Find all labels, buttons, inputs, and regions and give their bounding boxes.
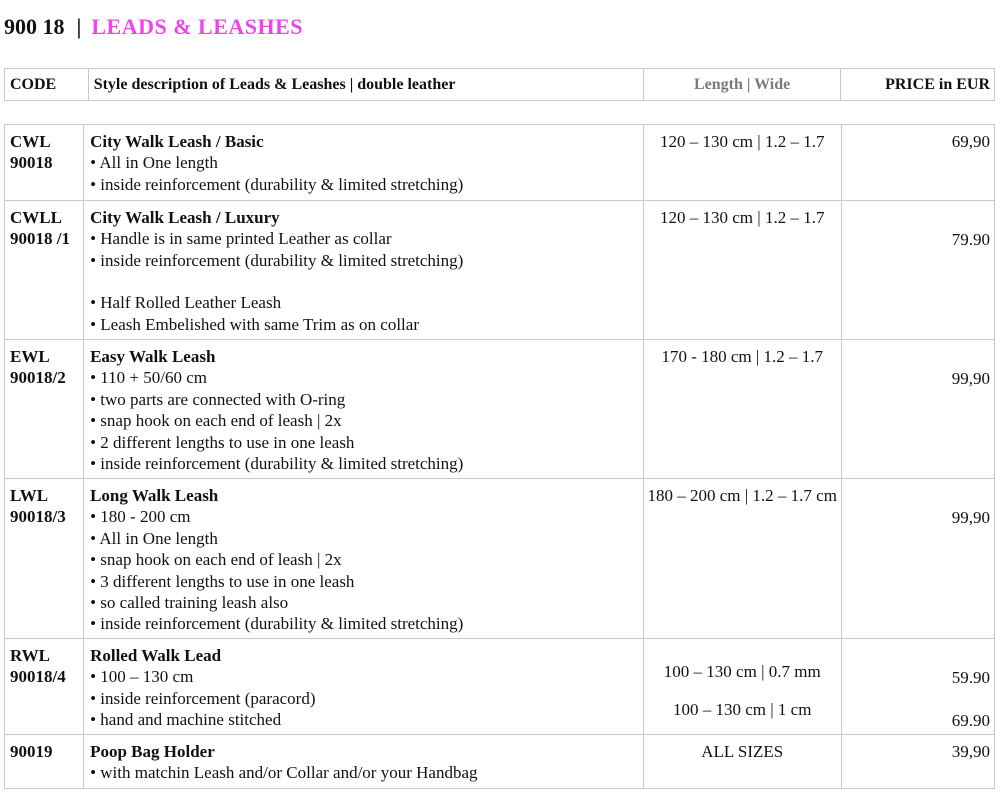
product-length: 120 – 130 cm | 1.2 – 1.7 <box>643 201 841 340</box>
product-title: City Walk Leash / Luxury <box>90 208 280 227</box>
feature-line: • so called training leash also <box>90 593 289 613</box>
column-header-table <box>4 68 995 101</box>
feature-line: • inside reinforcement (durability & limited stretching) <box>90 174 464 194</box>
product-length: 170 - 180 cm | 1.2 – 1.7 <box>643 340 841 479</box>
product-length: ALL SIZES <box>643 735 841 789</box>
feature-line: • 180 - 200 cm <box>90 507 191 527</box>
feature-line: • snap hook on each end of leash | 2x <box>90 411 342 431</box>
product-price: 79.90 <box>841 201 994 340</box>
code-line: 90019 <box>10 742 53 761</box>
product-price: 39,90 <box>841 735 994 789</box>
product-title: Rolled Walk Lead <box>90 646 222 665</box>
product-description <box>84 125 644 201</box>
code-line: RWL <box>10 646 51 665</box>
feature-line: • snap hook on each end of leash | 2x <box>90 550 342 570</box>
code-line: 90018/4 <box>10 667 66 687</box>
table-row <box>5 201 995 340</box>
feature-line: • Leash Embelished with same Trim as on collar <box>90 314 419 334</box>
product-length <box>643 639 841 735</box>
feature-line: • 3 different lengths to use in one leash <box>90 571 355 591</box>
header-code: CODE <box>5 69 89 101</box>
catalog-number: 900 18 <box>4 14 65 39</box>
product-title: Easy Walk Leash <box>90 347 216 366</box>
product-title: Poop Bag Holder <box>90 742 215 761</box>
feature-line: • hand and machine stitched <box>90 710 282 730</box>
feature-line: • All in One length <box>90 528 218 548</box>
header-length: Length | Wide <box>644 69 841 101</box>
feature-line: • Half Rolled Leather Leash <box>90 293 282 313</box>
code-line: 90018 /1 <box>10 229 70 249</box>
product-price: 99,90 <box>841 479 994 639</box>
product-title: City Walk Leash / Basic <box>90 132 264 151</box>
feature-line: • inside reinforcement (paracord) <box>90 688 316 708</box>
code-line: 90018/2 <box>10 368 66 388</box>
code-line: LWL <box>10 486 49 505</box>
code-line: 90018 <box>10 153 53 173</box>
header-price: PRICE in EUR <box>840 69 994 101</box>
product-description <box>84 735 644 789</box>
product-length: 120 – 130 cm | 1.2 – 1.7 <box>643 125 841 201</box>
price-option: 59.90 <box>951 668 990 687</box>
code-line: CWLL <box>10 208 62 227</box>
product-price: 99,90 <box>841 340 994 479</box>
product-title: Long Walk Leash <box>90 486 219 505</box>
feature-line: • 2 different lengths to use in one leash <box>90 432 355 452</box>
code-line: CWL <box>10 132 51 151</box>
product-table <box>4 124 995 789</box>
column-header-row <box>5 69 995 101</box>
product-code <box>5 125 84 201</box>
product-description <box>84 201 644 340</box>
product-length: 180 – 200 cm | 1.2 – 1.7 cm <box>643 479 841 639</box>
table-row <box>5 639 995 735</box>
table-row <box>5 735 995 789</box>
code-line: 90018/3 <box>10 507 66 527</box>
code-line: EWL <box>10 347 50 366</box>
product-code <box>5 639 84 735</box>
product-description <box>84 639 644 735</box>
spacer <box>90 271 643 292</box>
feature-line: • two parts are connected with O-ring <box>90 389 346 409</box>
feature-line: • inside reinforcement (durability & limited stretching) <box>90 250 464 270</box>
product-code <box>5 340 84 479</box>
length-option: 100 – 130 cm | 0.7 mm <box>663 662 821 681</box>
feature-line: • with matchin Leash and/or Collar and/or your Handbag <box>90 763 478 783</box>
feature-line: • inside reinforcement (durability & limited stretching) <box>90 614 464 634</box>
feature-line: • 110 + 50/60 cm <box>90 368 207 388</box>
feature-line: • Handle is in same printed Leather as collar <box>90 229 392 249</box>
header-description: Style description of Leads & Leashes | double leather <box>88 69 644 101</box>
product-code <box>5 479 84 639</box>
product-price: 69,90 <box>841 125 994 201</box>
product-description <box>84 340 644 479</box>
category-name: LEADS & LEASHES <box>91 14 304 39</box>
table-row <box>5 125 995 201</box>
product-code <box>5 201 84 340</box>
page-title <box>4 14 303 40</box>
table-row <box>5 479 995 639</box>
feature-line: • inside reinforcement (durability & limited stretching) <box>90 454 464 474</box>
title-separator: | <box>76 14 82 39</box>
product-price <box>841 639 994 735</box>
feature-line: • All in One length <box>90 153 218 173</box>
length-option: 100 – 130 cm | 1 cm <box>673 700 812 720</box>
product-code <box>5 735 84 789</box>
table-row <box>5 340 995 479</box>
price-option: 69.90 <box>951 711 990 731</box>
feature-line: • 100 – 130 cm <box>90 667 194 687</box>
product-description <box>84 479 644 639</box>
